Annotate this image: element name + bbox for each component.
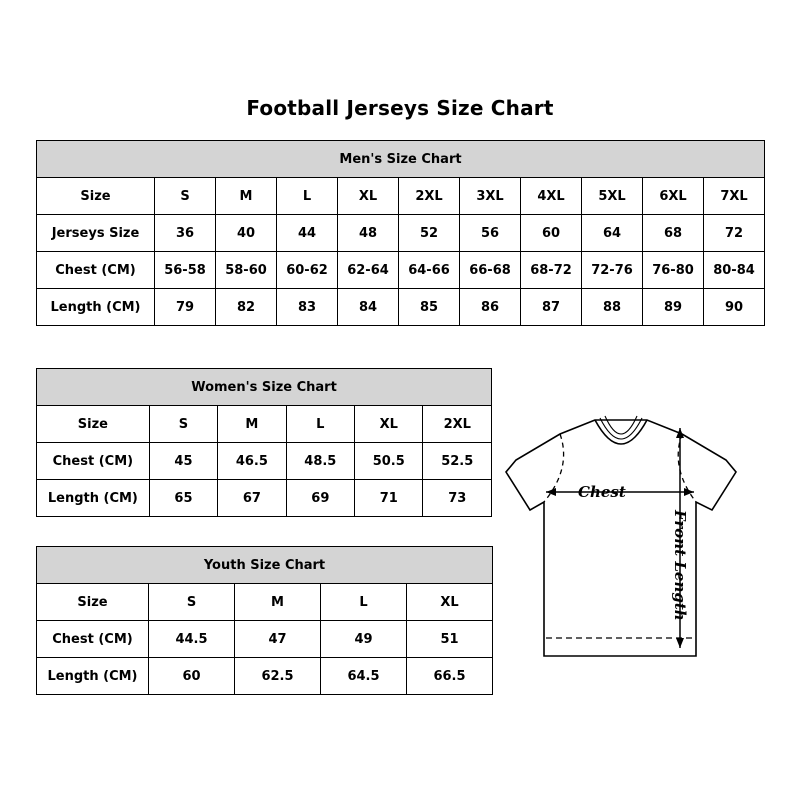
table-cell: 48.5	[286, 443, 354, 480]
table-cell: 76-80	[643, 252, 704, 289]
table-cell: 62-64	[338, 252, 399, 289]
table-caption-row	[37, 547, 493, 584]
col-header-size: 6XL	[643, 178, 704, 215]
col-header-size: L	[286, 406, 354, 443]
table-cell: 49	[321, 621, 407, 658]
table-header-row	[37, 178, 765, 215]
table-cell: 60	[521, 215, 582, 252]
table-row	[37, 658, 493, 695]
table-cell: 47	[235, 621, 321, 658]
table-cell: 36	[155, 215, 216, 252]
col-header-size: L	[277, 178, 338, 215]
col-header-size: S	[149, 584, 235, 621]
row-label: Chest (CM)	[37, 443, 150, 480]
col-header-size: 2XL	[423, 406, 492, 443]
table-cell: 66-68	[460, 252, 521, 289]
table-cell: 89	[643, 289, 704, 326]
table-row	[37, 480, 492, 517]
womens-size-chart-table	[36, 368, 492, 517]
table-cell: 69	[286, 480, 354, 517]
col-header-size: L	[321, 584, 407, 621]
table-cell: 46.5	[218, 443, 286, 480]
col-header-size: S	[155, 178, 216, 215]
table-cell: 58-60	[216, 252, 277, 289]
table-cell: 79	[155, 289, 216, 326]
table-cell: 67	[218, 480, 286, 517]
col-header-size: M	[235, 584, 321, 621]
table-row	[37, 443, 492, 480]
table-cell: 56	[460, 215, 521, 252]
table-cell: 87	[521, 289, 582, 326]
table-cell: 56-58	[155, 252, 216, 289]
table-cell: 90	[704, 289, 765, 326]
chest-arrow-left	[546, 488, 556, 496]
table-cell: 50.5	[355, 443, 423, 480]
t-shirt-icon	[500, 398, 790, 708]
table-cell: 84	[338, 289, 399, 326]
table-cell: 51	[407, 621, 493, 658]
table-cell: 44.5	[149, 621, 235, 658]
chest-arrow-right	[684, 488, 694, 496]
table-cell: 73	[423, 480, 492, 517]
table-cell: 66.5	[407, 658, 493, 695]
youth-size-chart-table	[36, 546, 493, 695]
table-cell: 64.5	[321, 658, 407, 695]
table-caption-row	[37, 369, 492, 406]
front-length-arrow-bottom	[676, 638, 684, 648]
row-header-size: Size	[37, 584, 149, 621]
youth-table-caption: Youth Size Chart	[37, 547, 493, 584]
row-label: Length (CM)	[37, 289, 155, 326]
mens-table-caption: Men's Size Chart	[37, 141, 765, 178]
womens-table-caption: Women's Size Chart	[37, 369, 492, 406]
table-cell: 60-62	[277, 252, 338, 289]
table-header-row	[37, 406, 492, 443]
col-header-size: XL	[355, 406, 423, 443]
table-cell: 86	[460, 289, 521, 326]
table-cell: 60	[149, 658, 235, 695]
table-cell: 80-84	[704, 252, 765, 289]
table-cell: 52.5	[423, 443, 492, 480]
table-row	[37, 215, 765, 252]
table-header-row	[37, 584, 493, 621]
mens-size-chart-table	[36, 140, 765, 326]
row-header-size: Size	[37, 406, 150, 443]
table-row	[37, 289, 765, 326]
table-cell: 64	[582, 215, 643, 252]
t-shirt-measurement-diagram	[500, 398, 790, 708]
neckline-inner-2	[605, 416, 637, 434]
col-header-size: 2XL	[399, 178, 460, 215]
table-cell: 68-72	[521, 252, 582, 289]
col-header-size: 7XL	[704, 178, 765, 215]
row-label: Length (CM)	[37, 658, 149, 695]
table-cell: 68	[643, 215, 704, 252]
table-cell: 62.5	[235, 658, 321, 695]
col-header-size: 4XL	[521, 178, 582, 215]
table-cell: 45	[149, 443, 217, 480]
col-header-size: S	[149, 406, 217, 443]
table-cell: 72-76	[582, 252, 643, 289]
col-header-size: XL	[407, 584, 493, 621]
col-header-size: M	[216, 178, 277, 215]
row-label: Length (CM)	[37, 480, 150, 517]
table-cell: 64-66	[399, 252, 460, 289]
table-cell: 65	[149, 480, 217, 517]
table-cell: 40	[216, 215, 277, 252]
front-length-arrow-top	[676, 428, 684, 438]
row-label: Jerseys Size	[37, 215, 155, 252]
row-header-size: Size	[37, 178, 155, 215]
table-cell: 72	[704, 215, 765, 252]
front-length-label: Front Length	[671, 510, 689, 621]
table-cell: 71	[355, 480, 423, 517]
table-cell: 52	[399, 215, 460, 252]
table-cell: 88	[582, 289, 643, 326]
table-row	[37, 621, 493, 658]
row-label: Chest (CM)	[37, 621, 149, 658]
chest-label: Chest	[578, 483, 626, 501]
row-label: Chest (CM)	[37, 252, 155, 289]
col-header-size: M	[218, 406, 286, 443]
table-cell: 48	[338, 215, 399, 252]
table-cell: 83	[277, 289, 338, 326]
col-header-size: 3XL	[460, 178, 521, 215]
table-cell: 82	[216, 289, 277, 326]
col-header-size: 5XL	[582, 178, 643, 215]
table-cell: 85	[399, 289, 460, 326]
shirt-outline	[506, 420, 736, 656]
col-header-size: XL	[338, 178, 399, 215]
table-row	[37, 252, 765, 289]
page-title: Football Jerseys Size Chart	[246, 96, 554, 120]
table-caption-row	[37, 141, 765, 178]
table-cell: 44	[277, 215, 338, 252]
